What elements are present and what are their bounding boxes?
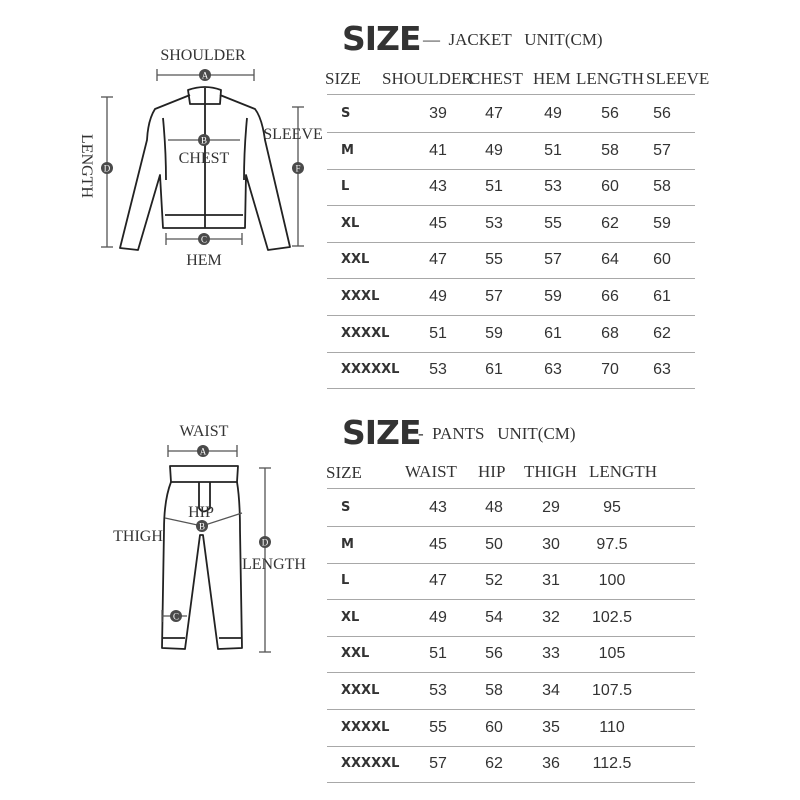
- table-row: [327, 316, 695, 353]
- table-row: [327, 206, 695, 243]
- pants-header-hip: HIP: [478, 462, 506, 481]
- table-row: [327, 636, 695, 673]
- hem-cell: 63: [544, 361, 562, 378]
- jacket-subtitle: — JACKET UNIT(CM): [423, 30, 603, 49]
- size-cell: L: [341, 179, 350, 194]
- size-cell: XXXXXL: [341, 362, 400, 377]
- size-cell: XXXXL: [341, 326, 390, 341]
- jacket-header-chest: CHEST: [469, 69, 523, 88]
- sleeve-cell: 61: [653, 288, 671, 305]
- length-cell: 60: [601, 178, 619, 195]
- table-row: [327, 746, 695, 783]
- hip-cell: 50: [485, 536, 503, 553]
- shoulder-cell: 43: [429, 178, 447, 195]
- table-row: [327, 352, 695, 389]
- size-cell: XXXL: [341, 289, 380, 304]
- length-cell: 62: [601, 215, 619, 232]
- thigh-cell: 29: [542, 499, 560, 516]
- length-cell: 95: [603, 499, 621, 516]
- thigh-cell: 30: [542, 536, 560, 553]
- svg-text:D: D: [261, 537, 269, 548]
- svg-text:A: A: [199, 446, 207, 457]
- size-cell: XXXXL: [341, 720, 390, 735]
- thigh-cell: 32: [542, 609, 560, 626]
- jacket-size-title: SIZE: [342, 19, 421, 58]
- shoulder-cell: 45: [429, 215, 447, 232]
- length-measure: [101, 97, 113, 247]
- table-row: [327, 242, 695, 279]
- chest-cell: 55: [485, 251, 503, 268]
- pants-header-thigh: THIGH: [524, 462, 577, 481]
- hem-label: HEM: [186, 252, 222, 269]
- size-cell: XL: [341, 610, 360, 625]
- shoulder-cell: 51: [429, 325, 447, 342]
- shoulder-cell: 39: [429, 105, 447, 122]
- hem-cell: 49: [544, 105, 562, 122]
- length-cell: 102.5: [591, 609, 633, 626]
- length-cell: 64: [601, 251, 619, 268]
- pants-length-label: LENGTH: [242, 556, 306, 573]
- chest-cell: 53: [485, 215, 503, 232]
- size-cell: XXXL: [341, 683, 380, 698]
- svg-text:C: C: [172, 611, 180, 622]
- hem-measure: [166, 233, 242, 245]
- hip-label: HIP: [188, 504, 214, 521]
- size-cell: S: [341, 500, 351, 515]
- length-cell: 56: [601, 105, 619, 122]
- waist-cell: 51: [429, 645, 447, 662]
- sleeve-cell: 60: [653, 251, 671, 268]
- thigh-cell: 31: [542, 572, 560, 589]
- table-row: [327, 563, 695, 600]
- length-cell: 70: [601, 361, 619, 378]
- table-row: [327, 279, 695, 316]
- chest-cell: 47: [485, 105, 503, 122]
- jacket-header-divider: [327, 94, 695, 95]
- length-cell: 107.5: [591, 682, 633, 699]
- length-cell: 58: [601, 142, 619, 159]
- hem-cell: 57: [544, 251, 562, 268]
- hem-cell: 59: [544, 288, 562, 305]
- thigh-cell: 33: [542, 645, 560, 662]
- sleeve-cell: 62: [653, 325, 671, 342]
- sleeve-cell: 57: [653, 142, 671, 159]
- size-cell: L: [341, 573, 350, 588]
- size-cell: XXXXXL: [341, 756, 400, 771]
- hem-cell: 51: [544, 142, 562, 159]
- cuff-measure: [162, 610, 187, 622]
- jacket-diagram: [0, 0, 330, 280]
- jacket-header-sleeve: SLEEVE: [646, 69, 710, 88]
- pants-subtitle: - PANTS UNIT(CM): [418, 424, 576, 443]
- chest-cell: 61: [485, 361, 503, 378]
- chest-cell: 57: [485, 288, 503, 305]
- hip-cell: 60: [485, 719, 503, 736]
- chest-label: CHEST: [178, 150, 230, 167]
- pants-size-title: SIZE: [342, 413, 421, 452]
- chest-cell: 49: [485, 142, 503, 159]
- pants-diagram: [0, 400, 330, 680]
- table-row: [327, 133, 695, 170]
- table-row: [327, 600, 695, 637]
- thigh-cell: 34: [542, 682, 560, 699]
- svg-text:B: B: [198, 521, 206, 532]
- length-cell: 105: [598, 645, 626, 662]
- shoulder-cell: 41: [429, 142, 447, 159]
- table-row: [327, 673, 695, 710]
- waist-cell: 45: [429, 536, 447, 553]
- thigh-label: THIGH: [113, 528, 163, 545]
- jacket-outline: [120, 87, 290, 250]
- pants-header-size: SIZE: [326, 463, 362, 482]
- shoulder-cell: 53: [429, 361, 447, 378]
- svg-text:D: D: [103, 163, 111, 174]
- sleeve-cell: 63: [653, 361, 671, 378]
- jacket-header-hem: HEM: [533, 69, 571, 88]
- waist-measure: [168, 445, 237, 457]
- hip-cell: 58: [485, 682, 503, 699]
- shoulder-label: SHOULDER: [160, 47, 246, 64]
- table-row: [327, 710, 695, 747]
- jacket-header-size: SIZE: [325, 69, 361, 88]
- waist-cell: 57: [429, 755, 447, 772]
- length-cell: 110: [599, 719, 625, 736]
- sleeve-label: SLEEVE: [263, 126, 323, 143]
- length-cell: 97.5: [596, 536, 628, 553]
- hip-cell: 54: [485, 609, 503, 626]
- length-cell: 68: [601, 325, 619, 342]
- length-cell: 66: [601, 288, 619, 305]
- chest-cell: 51: [485, 178, 503, 195]
- shoulder-measure: [157, 69, 254, 81]
- length-cell: 112.5: [592, 755, 632, 772]
- pants-header-waist: WAIST: [405, 462, 457, 481]
- hip-cell: 56: [485, 645, 503, 662]
- chest-cell: 59: [485, 325, 503, 342]
- size-cell: S: [341, 106, 351, 121]
- hip-cell: 52: [485, 572, 503, 589]
- chest-measure: [168, 134, 240, 146]
- thigh-cell: 35: [542, 719, 560, 736]
- size-cell: XXL: [341, 646, 370, 661]
- size-cell: XXL: [341, 252, 370, 267]
- table-row: [327, 96, 695, 133]
- size-cell: M: [341, 143, 354, 158]
- shoulder-cell: 47: [429, 251, 447, 268]
- table-row: [327, 490, 695, 527]
- pants-header-divider: [327, 488, 695, 489]
- size-cell: M: [341, 537, 354, 552]
- waist-label: WAIST: [179, 423, 229, 440]
- size-cell: XL: [341, 216, 360, 231]
- waist-cell: 49: [429, 609, 447, 626]
- shoulder-cell: 49: [429, 288, 447, 305]
- svg-text:F: F: [295, 163, 301, 174]
- table-row: [327, 169, 695, 206]
- waist-cell: 55: [429, 719, 447, 736]
- svg-text:B: B: [200, 135, 208, 146]
- hip-cell: 62: [485, 755, 503, 772]
- sleeve-cell: 59: [653, 215, 671, 232]
- waist-cell: 43: [429, 499, 447, 516]
- hip-cell: 48: [485, 499, 503, 516]
- table-row: [327, 527, 695, 564]
- sleeve-cell: 58: [653, 178, 671, 195]
- waist-cell: 47: [429, 572, 447, 589]
- jacket-header-length: LENGTH: [576, 69, 644, 88]
- thigh-cell: 36: [542, 755, 560, 772]
- length-cell: 100: [598, 572, 626, 589]
- hem-cell: 53: [544, 178, 562, 195]
- hem-cell: 55: [544, 215, 562, 232]
- hem-cell: 61: [544, 325, 562, 342]
- svg-text:A: A: [201, 70, 209, 81]
- svg-text:C: C: [200, 234, 208, 245]
- jacket-header-shoulder: SHOULDER: [382, 69, 473, 88]
- sleeve-cell: 56: [653, 105, 671, 122]
- length-label: LENGTH: [78, 134, 95, 198]
- waist-cell: 53: [429, 682, 447, 699]
- pants-header-length: LENGTH: [589, 462, 657, 481]
